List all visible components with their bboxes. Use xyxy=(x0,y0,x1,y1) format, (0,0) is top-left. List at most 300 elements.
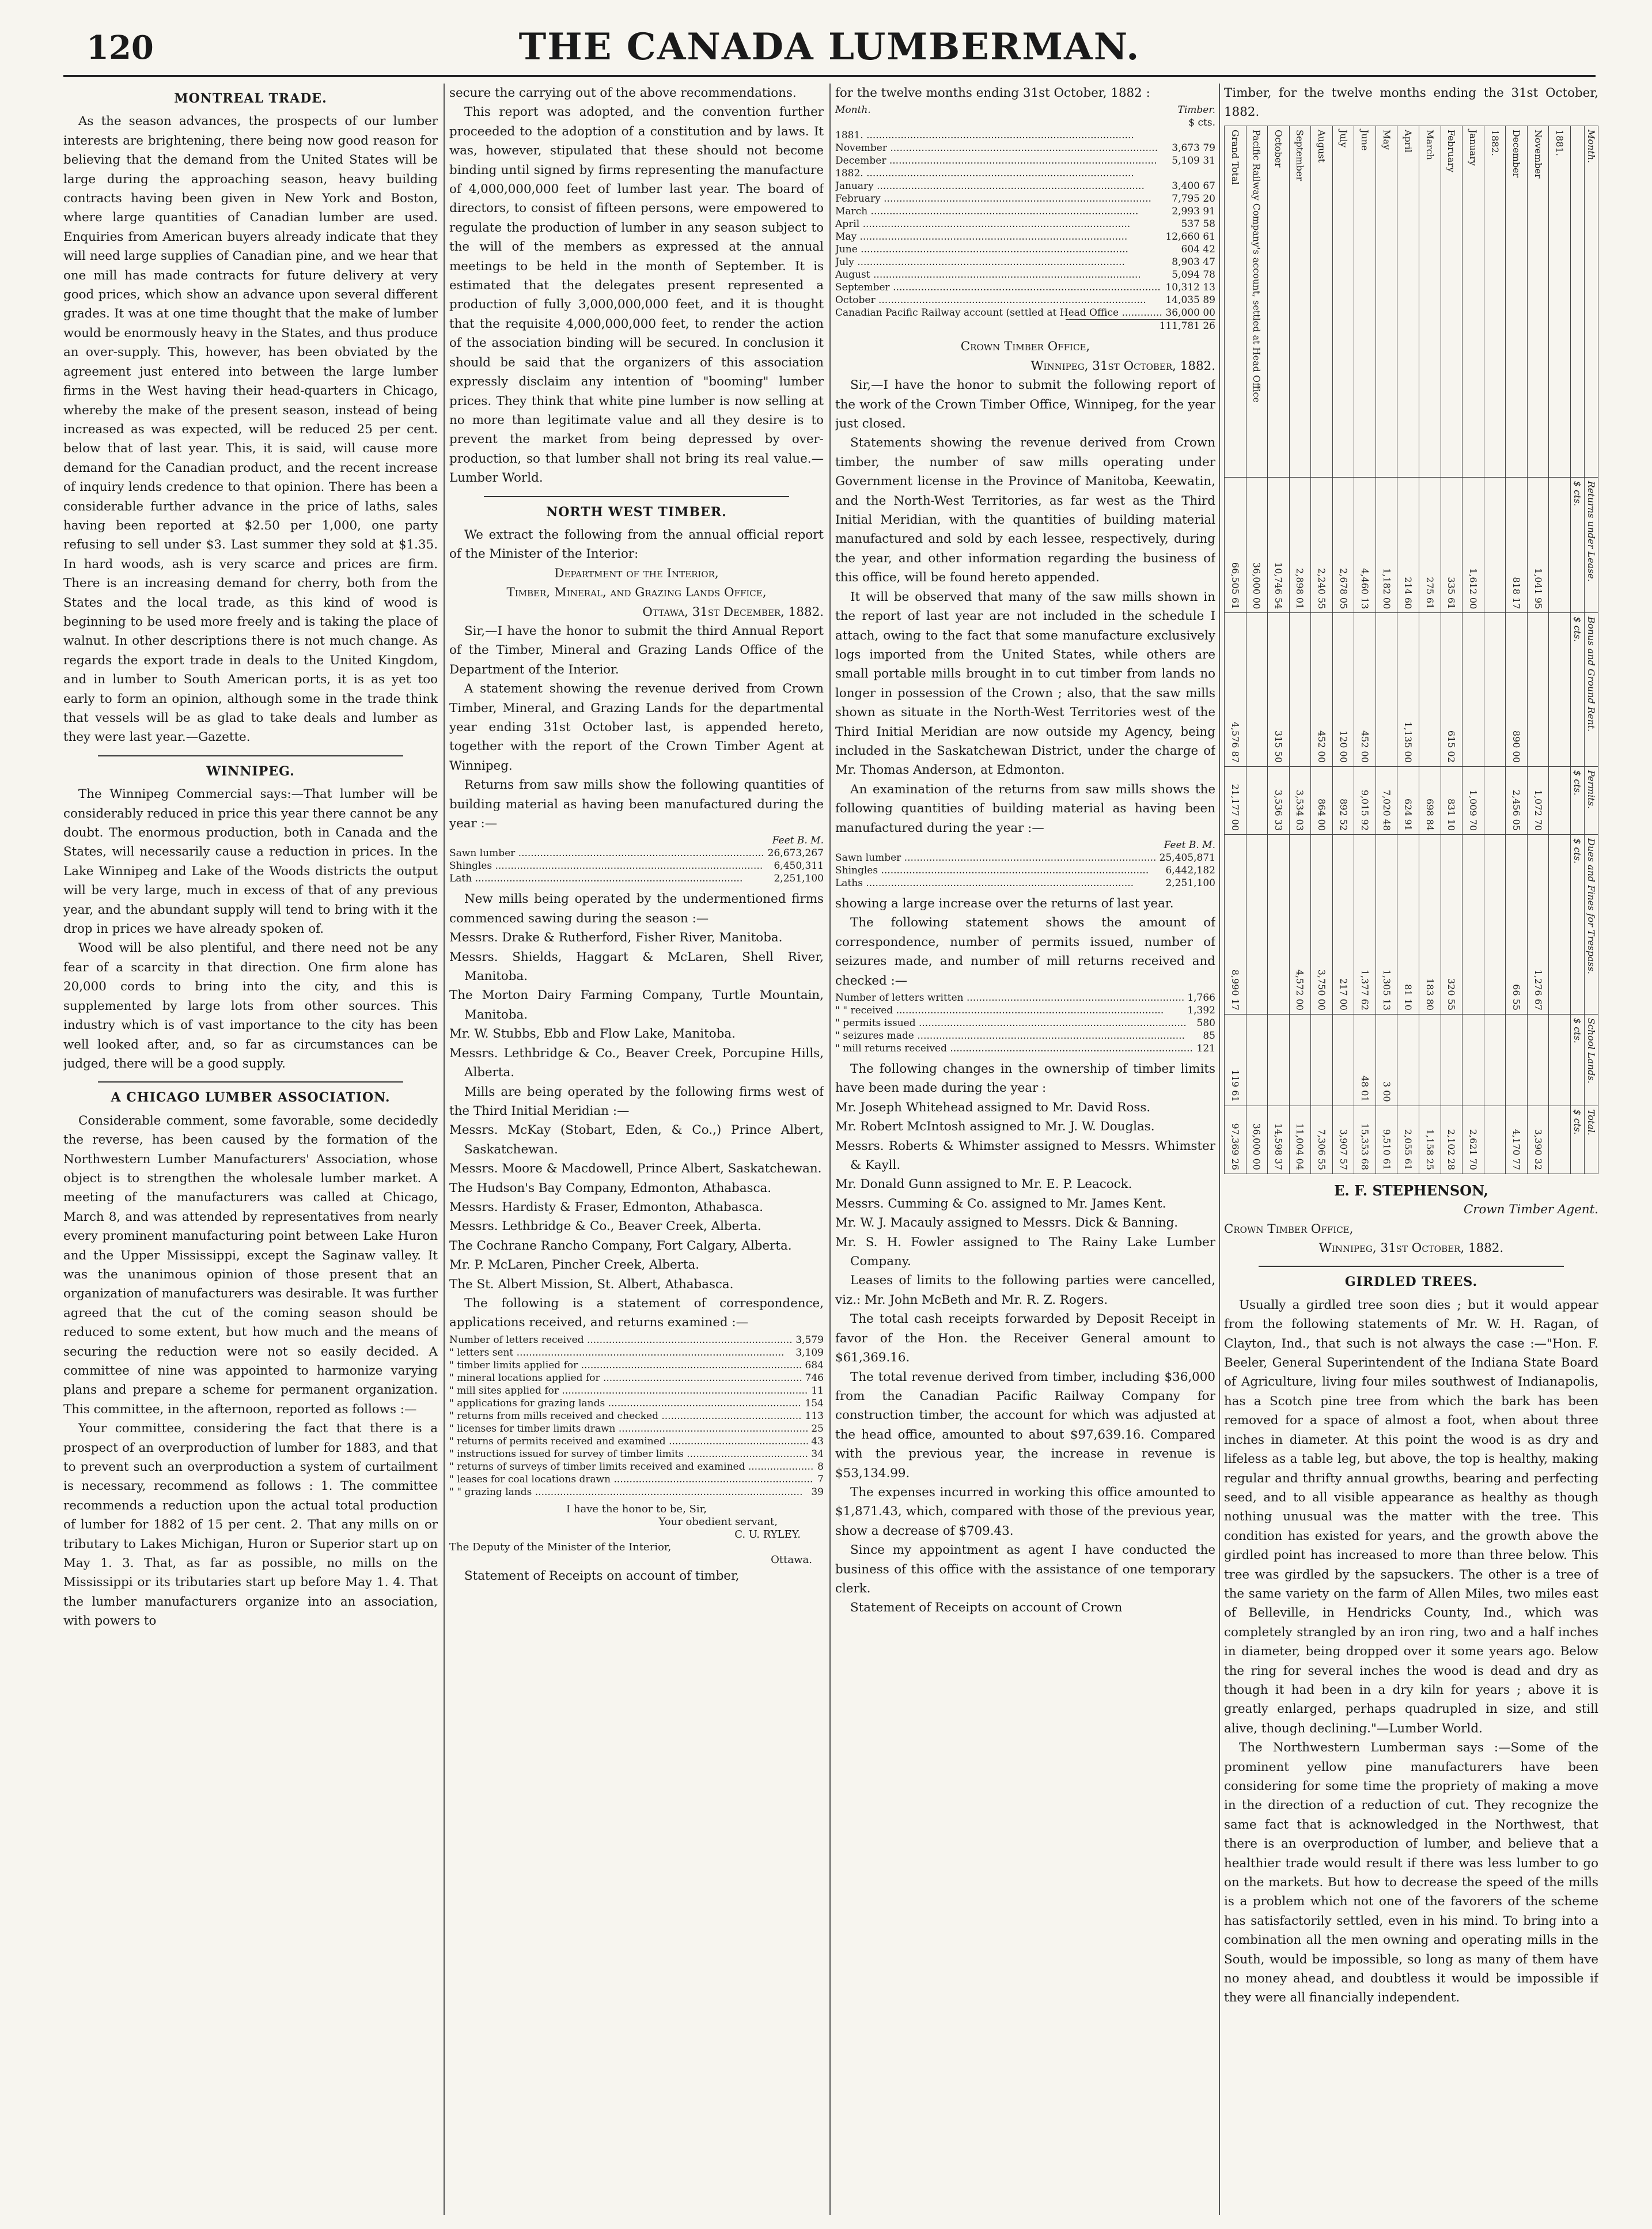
stat-value: 8 xyxy=(817,1460,824,1473)
column-3 xyxy=(835,84,1215,2215)
table-header-cell: Permits. xyxy=(1585,766,1598,834)
paragraph: Sir,—I have the honor to submit the following report of the work of the Crown Timber Office, Winnipeg, for the year just closed. xyxy=(835,378,1215,432)
masthead-title: THE CANADA LUMBERMAN. xyxy=(518,25,1141,69)
stat-value: 2,251,100 xyxy=(774,873,824,885)
stat-value: 25 xyxy=(811,1422,824,1435)
stat-label: " mill sites applied for ..... xyxy=(449,1384,808,1397)
stat-row xyxy=(835,1017,1215,1030)
table-row-label: April xyxy=(1397,126,1419,477)
signatory-title: The Deputy of the Minister of the Interior, xyxy=(449,1541,672,1553)
table-row xyxy=(1441,126,1462,1174)
firm-item: The Hudson's Bay Company, Edmonton, Athabasca. xyxy=(449,1180,772,1195)
table-cell: 818 17 xyxy=(1506,477,1528,612)
stat-label: Shingles ..... xyxy=(835,864,1162,877)
article-heading-winnipeg: WINNIPEG. xyxy=(206,763,295,779)
receipts-table xyxy=(835,104,1215,332)
table-cell xyxy=(1462,1014,1484,1106)
receipt-value: 10,312 13 xyxy=(1165,282,1215,294)
table-cell: 3,907 57 xyxy=(1332,1106,1354,1174)
paragraph: Sir,—I have the honor to submit the third Annual Report of the Timber, Mineral and Grazing Lands Office of the Department of the Interior. xyxy=(449,623,824,677)
section-rule xyxy=(98,755,403,756)
receipt-value: 604 42 xyxy=(1181,244,1215,256)
table-cell xyxy=(1332,1014,1354,1106)
receipt-row xyxy=(835,230,1215,243)
continued-paragraph: for the twelve months ending 31st October, 1882 : xyxy=(835,86,1150,100)
section-rule xyxy=(98,1081,403,1083)
stat-row xyxy=(835,864,1215,877)
table-cell: 335 61 xyxy=(1441,477,1462,612)
page-header xyxy=(63,23,1596,78)
paragraph: New mills being operated by the undermentioned firms commenced sawing during the season :— xyxy=(449,892,824,926)
table-cell: 4,460 13 xyxy=(1354,477,1376,612)
firm-item: The St. Albert Mission, St. Albert, Athabasca. xyxy=(449,1277,734,1292)
table-cell xyxy=(1484,1106,1506,1174)
table-unit-cell xyxy=(1571,126,1585,477)
stat-value: 580 xyxy=(1196,1017,1215,1029)
paragraph: The Northwestern Lumberman says :—Some of the prominent yellow pine manufacturers have been considering for some time the propriety of making a move in the direction of a reduction of cut. They recognize the same fact that is acknowledged in the Northwest, that there is an overproduction of lumber, and believe that a healthier trade would result if there was less lumber to go on the markets. But how to decrease the speed of the mills is a problem which not one of the favorers of the scheme has satisfactorily settled, even in his mind. To bring into a combination all the men owning and operating mills in the South, would be impossible, so long as many of them have no money ahead, and doubtless it would be impossible if they were all financially independent. xyxy=(1224,1740,1598,2005)
table-row xyxy=(1506,126,1528,1174)
office-line: Timber, Mineral, and Grazing Lands Office, xyxy=(506,585,767,600)
table-header-cell: Returns under Lease. xyxy=(1585,477,1598,612)
table-header-cell: School Lands. xyxy=(1585,1014,1598,1106)
paragraph: The following statement shows the amount of correspondence, number of permits issued, number of seizures made, and number of mill returns received and checked :— xyxy=(835,915,1215,988)
winnipeg-paragraph: Wood will be also plentiful, and there need not be any fear of a scarcity in that direction. One firm alone has 20,000 cords to bring into the city, and this is supplemented by large lots from other sources. This industry which is of vast importance to the city has been well looked after, and, so far as circumstances can be judged, there will be a good supply. xyxy=(63,941,438,1071)
paragraph: The expenses incurred in working this office amounted to $1,871.43, which, compared with those of the previous year, show a decrease of $709.43. xyxy=(835,1485,1215,1538)
stat-label: " seizures made ..... xyxy=(835,1030,1199,1042)
stat-label: Number of letters received ..... xyxy=(449,1334,792,1346)
receipt-value: 7,795 20 xyxy=(1172,193,1215,205)
receipt-row xyxy=(835,205,1215,218)
receipt-month: March ..... xyxy=(835,205,1168,218)
stat-label: " letters sent ..... xyxy=(449,1346,792,1359)
signature-title: Crown Timber Agent. xyxy=(1463,1202,1598,1217)
table-cell xyxy=(1419,613,1441,767)
paragraph: Statement of Receipts on account of Crown xyxy=(850,1600,1123,1615)
table-cell: 2,240 55 xyxy=(1311,477,1333,612)
paragraph: Statement of Receipts on account of timber, xyxy=(464,1568,740,1583)
stat-label: " leases for coal locations drawn ..... xyxy=(449,1473,814,1486)
stat-label: Lath ..... xyxy=(449,872,770,885)
table-cell: 615 02 xyxy=(1441,613,1462,767)
table-header-cell: Bonus and Ground Rent. xyxy=(1585,613,1598,767)
receipt-row xyxy=(835,167,1215,180)
table-row-label: 1881. xyxy=(1549,126,1571,477)
receipt-row xyxy=(835,154,1215,167)
paragraph: showing a large increase over the returns of last year. xyxy=(835,896,1174,911)
receipt-row xyxy=(835,142,1215,154)
paragraph: The total revenue derived from timber, including $36,000 from the Canadian Pacific Railway Company for construction timber, the account for which was adjusted at the head office, amounted to about $97,639.16. Compared with the previous year, the increase in revenue is $53,134.99. xyxy=(835,1369,1215,1481)
table-cell: 315 50 xyxy=(1268,613,1290,767)
table-cell: 320 55 xyxy=(1441,834,1462,1014)
firm-item: Messrs. Hardisty & Fraser, Edmonton, Athabasca. xyxy=(449,1199,763,1214)
table-cell xyxy=(1484,1014,1506,1106)
ownership-change: Mr. W. J. Macauly assigned to Messrs. Dick & Banning. xyxy=(835,1216,1179,1231)
table-cell xyxy=(1484,613,1506,767)
table-cell xyxy=(1527,1014,1549,1106)
stat-value: 1,766 xyxy=(1187,992,1215,1004)
stat-label: Laths ..... xyxy=(835,877,1162,890)
receipt-row xyxy=(835,281,1215,294)
table-cell: 452 00 xyxy=(1354,613,1376,767)
table-cell: 1,072 70 xyxy=(1527,766,1549,834)
table-cell: 9,015 92 xyxy=(1354,766,1376,834)
crown-timber-receipts-table xyxy=(1224,126,1598,1174)
table-row-label: November xyxy=(1527,126,1549,477)
table-header-row xyxy=(1585,126,1598,1174)
stat-label: " mill returns received ..... xyxy=(835,1042,1193,1055)
ownership-change: Mr. Donald Gunn assigned to Mr. E. P. Leacock. xyxy=(835,1177,1132,1192)
table-cell: 3 00 xyxy=(1376,1014,1397,1106)
table-cell: 1,009 70 xyxy=(1462,766,1484,834)
stat-value: 85 xyxy=(1203,1030,1215,1042)
stat-label: Sawn lumber ..... xyxy=(449,847,764,860)
table-body xyxy=(1225,126,1571,1174)
table-cell: 2,898 01 xyxy=(1289,477,1311,612)
table-row-label: May xyxy=(1376,126,1397,477)
table-cell xyxy=(1311,1014,1333,1106)
stat-row xyxy=(449,1435,824,1448)
receipt-row xyxy=(835,218,1215,230)
table-cell: 890 00 xyxy=(1506,613,1528,767)
column-divider xyxy=(444,84,445,2215)
receipts-table-rotated-wrapper xyxy=(1224,126,1598,1174)
stat-label: " applications for grazing lands ..... xyxy=(449,1397,802,1410)
table-unit-cell: $ cts. xyxy=(1571,766,1585,834)
stat-value: 3,579 xyxy=(795,1334,824,1346)
receipts-header xyxy=(835,104,1215,116)
table-cell: 4,170 77 xyxy=(1506,1106,1528,1174)
stat-row xyxy=(449,1410,824,1422)
table-cell: 3,534 03 xyxy=(1289,766,1311,834)
winnipeg-paragraph: The Winnipeg Commercial says:—That lumber will be considerably reduced in price this year there cannot be any doubt. The enormous production, both in Canada and the States, will necessarily cause a reduction in prices. In the Lake Winnipeg and Lake of the Woods districts the output will be very large, much in excess of that of any previous year, and the abundant supply will tend to bring with it the drop in prices we have already spoken of. xyxy=(63,787,438,937)
table-cell: 2,678 05 xyxy=(1332,477,1354,612)
table-row xyxy=(1419,126,1441,1174)
table-cell: 9,510 61 xyxy=(1376,1106,1397,1174)
table-cell: 36,000 00 xyxy=(1246,1106,1268,1174)
stat-label: " " received ..... xyxy=(835,1004,1184,1017)
table-cell: 275 61 xyxy=(1419,477,1441,612)
date-line: Winnipeg, 31st October, 1882. xyxy=(1318,1241,1504,1256)
table-cell: 892 52 xyxy=(1332,766,1354,834)
receipt-value xyxy=(1212,167,1215,180)
column-divider xyxy=(829,84,831,2215)
stat-label: " returns of surveys of timber limits received and examined ..... xyxy=(449,1460,814,1473)
paragraph: The following is a statement of correspondence, applications received, and returns examined :— xyxy=(449,1296,824,1330)
correspondence-list xyxy=(835,991,1215,1055)
paragraph: It will be observed that many of the saw mills shown in the report of last year are not included in the schedule I attach, owing to the fact that some manufacture exclusively logs imported from the United States, while others are small portable mills brought in to cut timber from lands no longer in possession of the Crown ; also, that the saw mills shown as situate in the North-West Territories west of the Third Initial Meridian are now outside my Agency, being included in the Saskatchewan District, under the charge of Mr. Thomas Anderson, at Edmonton. xyxy=(835,589,1215,778)
receipt-row xyxy=(835,129,1215,142)
table-row-label: October xyxy=(1268,126,1290,477)
stat-label: " licenses for timber limits drawn ..... xyxy=(449,1422,808,1435)
unit-header: $ cts. xyxy=(1188,117,1215,129)
table-row-label: Grand Total xyxy=(1225,126,1246,477)
article-heading-north-west-timber: NORTH WEST TIMBER. xyxy=(546,504,727,520)
section-rule xyxy=(484,496,789,497)
stat-label: Number of letters written ..... xyxy=(835,991,1184,1004)
table-row xyxy=(1527,126,1549,1174)
table-cell xyxy=(1289,1014,1311,1106)
stat-label: Sawn lumber ..... xyxy=(835,852,1156,864)
table-cell: 1,158 25 xyxy=(1419,1106,1441,1174)
firm-item: Messrs. Drake & Rutherford, Fisher River, Manitoba. xyxy=(449,930,783,945)
stat-row xyxy=(835,1004,1215,1017)
table-row xyxy=(1268,126,1290,1174)
signatory-name: C. U. RYLEY. xyxy=(734,1528,801,1541)
receipt-value: 5,109 31 xyxy=(1172,155,1215,167)
table-row xyxy=(1462,126,1484,1174)
receipt-month: June ..... xyxy=(835,243,1178,256)
paragraph: Mills are being operated by the following firms west of the Third Initial Meridian :— xyxy=(449,1084,824,1118)
table-cell xyxy=(1246,613,1268,767)
table-cell: 14,598 37 xyxy=(1268,1106,1290,1174)
stat-row xyxy=(449,1359,824,1372)
table-unit-cell: $ cts. xyxy=(1571,477,1585,612)
stat-value: 3,109 xyxy=(795,1346,824,1358)
table-cell: 11,004 04 xyxy=(1289,1106,1311,1174)
table-cell xyxy=(1268,834,1290,1014)
table-unit-cell: $ cts. xyxy=(1571,613,1585,767)
table-cell: 831 10 xyxy=(1441,766,1462,834)
receipt-value: 12,660 61 xyxy=(1165,231,1215,243)
receipt-value: 36,000 00 xyxy=(1165,307,1215,319)
table-cell xyxy=(1549,766,1571,834)
paragraph: This report was adopted, and the convention further proceeded to the adoption of a constitution and by laws. It was, however, stipulated that these should not become binding until signed by firms representing the manufacture of 4,000,000,000 feet of lumber last year. The board of directors, to consist of fifteen persons, were empowered to regulate the production of lumber in any season subject to the will of the members as expressed at the annual meetings to be held in the month of September. It is estimated that the delegates present represented a production of fully 3,000,000,000 feet, and it is thought that the requisite 4,000,000,000 feet, to render the action of the association binding will be secured. In conclusion it should be said that the organizers of this association expressly disclaim any intention of "booming" lumber prices. They think that white pine lumber is now selling at no more than legitimate value and all they desire is to prevent the market from being depressed by over-production, so that lumber shall not bring its real value.—Lumber World. xyxy=(449,105,824,486)
stat-label: " instructions issued for survey of timber limits ..... xyxy=(449,1448,808,1460)
stat-row xyxy=(449,1460,824,1473)
table-cell: 698 84 xyxy=(1419,766,1441,834)
ownership-change: Messrs. Cumming & Co. assigned to Mr. James Kent. xyxy=(835,1196,1166,1211)
paragraph: Leases of limits to the following parties were cancelled, viz.: Mr. John McBeth and Mr. R. Z. Rogers. xyxy=(835,1273,1215,1307)
ownership-change: Mr. Joseph Whitehead assigned to Mr. David Ross. xyxy=(835,1100,1151,1115)
ownership-change: Mr. S. H. Fowler assigned to The Rainy Lake Lumber Company. xyxy=(835,1235,1215,1269)
signatory-place: Ottawa. xyxy=(771,1553,812,1566)
table-header-cell: Dues and Fines for Trespass. xyxy=(1585,834,1598,1014)
stat-label: " " grazing lands ..... xyxy=(449,1486,808,1498)
feet-header: Feet B. M. xyxy=(1164,839,1215,851)
table-unit-row xyxy=(1571,126,1585,1174)
stat-row xyxy=(835,1030,1215,1042)
receipt-month: July ..... xyxy=(835,256,1168,268)
ownership-change: Mr. Robert McIntosh assigned to Mr. J. W. Douglas. xyxy=(835,1119,1155,1134)
table-cell xyxy=(1549,477,1571,612)
stat-label: " permits issued ..... xyxy=(835,1017,1193,1030)
table-cell: 2,621 70 xyxy=(1462,1106,1484,1174)
office-line: Crown Timber Office, xyxy=(960,339,1090,354)
table-cell xyxy=(1484,834,1506,1014)
receipt-row xyxy=(835,192,1215,205)
stat-value: 121 xyxy=(1196,1043,1215,1054)
receipt-row xyxy=(835,268,1215,281)
receipt-month: December ..... xyxy=(835,154,1168,167)
department-line: Department of the Interior, xyxy=(554,566,719,581)
table-cell: 1,377 62 xyxy=(1354,834,1376,1014)
table-row xyxy=(1225,126,1246,1174)
stat-value: 6,450,311 xyxy=(774,860,824,872)
table-cell: 120 00 xyxy=(1332,613,1354,767)
table-cell: 81 10 xyxy=(1397,834,1419,1014)
month-header: Month. xyxy=(835,104,871,116)
paragraph: Returns from saw mills show the following quantities of building material as having been manufactured during the year :— xyxy=(449,778,824,831)
table-row-label: Pacific Railway Company's account, settled at Head Office xyxy=(1246,126,1268,477)
table-header-cell: Total. xyxy=(1585,1106,1598,1174)
stat-row xyxy=(449,1486,824,1498)
correspondence-list xyxy=(449,1334,824,1498)
table-row-label: January xyxy=(1462,126,1484,477)
paragraph: We extract the following from the annual official report of the Minister of the Interior: xyxy=(449,527,824,562)
stat-row xyxy=(449,1334,824,1346)
continued-paragraph: secure the carrying out of the above recommendations. xyxy=(449,86,797,100)
table-cell: 3,536 33 xyxy=(1268,766,1290,834)
table-row xyxy=(1549,126,1571,1174)
receipt-month: 1882. ..... xyxy=(835,167,1212,180)
table-cell: 66 55 xyxy=(1506,834,1528,1014)
table-cell xyxy=(1419,1014,1441,1106)
closing-line: Your obedient servant, xyxy=(658,1515,778,1528)
table-cell: 4,572 00 xyxy=(1289,834,1311,1014)
table-cell: 7,020 48 xyxy=(1376,766,1397,834)
receipt-value: 8,903 47 xyxy=(1172,256,1215,268)
table-row-label: March xyxy=(1419,126,1441,477)
stat-value: 1,392 xyxy=(1187,1005,1215,1016)
table-cell: 1,135 00 xyxy=(1397,613,1419,767)
stat-row xyxy=(835,1042,1215,1055)
table-cell xyxy=(1549,613,1571,767)
table-cell xyxy=(1376,613,1397,767)
receipt-row xyxy=(835,180,1215,192)
stat-row xyxy=(449,1473,824,1486)
stat-row xyxy=(449,872,824,885)
receipt-month: January ..... xyxy=(835,180,1168,192)
table-row-label: September xyxy=(1289,126,1311,477)
table-cell xyxy=(1549,1014,1571,1106)
table-cell xyxy=(1441,1014,1462,1106)
table-cell xyxy=(1527,613,1549,767)
closing-line: I have the honor to be, Sir, xyxy=(566,1503,707,1515)
table-cell: 214 60 xyxy=(1397,477,1419,612)
table-unit-cell: $ cts. xyxy=(1571,1014,1585,1106)
stat-value: 154 xyxy=(805,1397,824,1409)
column-4 xyxy=(1224,84,1598,2215)
table-row xyxy=(1311,126,1333,1174)
table-cell xyxy=(1549,834,1571,1014)
article-heading-montreal: MONTREAL TRADE. xyxy=(174,91,327,106)
stat-label: " mineral locations applied for ..... xyxy=(449,1372,802,1384)
page-number: 120 xyxy=(86,29,154,67)
firm-item: Mr. P. McLaren, Pincher Creek, Alberta. xyxy=(449,1258,700,1273)
table-row-label: July xyxy=(1332,126,1354,477)
feet-header: Feet B. M. xyxy=(772,835,824,847)
ownership-change: Messrs. Roberts & Whimster assigned to Messrs. Whimster & Kayll. xyxy=(835,1138,1215,1173)
table-cell xyxy=(1268,1014,1290,1106)
receipt-value: 3,400 67 xyxy=(1172,180,1215,192)
table-cell: 2,055 61 xyxy=(1397,1106,1419,1174)
stat-row xyxy=(449,1346,824,1359)
table-cell: 2,456 05 xyxy=(1506,766,1528,834)
table-cell: 1,182 00 xyxy=(1376,477,1397,612)
paragraph: Since my appointment as agent I have conducted the business of this office with the assistance of one temporary clerk. xyxy=(835,1543,1215,1596)
table-row xyxy=(1332,126,1354,1174)
stat-row xyxy=(449,1384,824,1397)
receipt-month: August ..... xyxy=(835,268,1168,281)
table-cell xyxy=(1549,1106,1571,1174)
paragraph: The following changes in the ownership of timber limits have been made during the year : xyxy=(835,1062,1215,1096)
firm-item: Messrs. Shields, Haggart & McLaren, Shell River, Manitoba. xyxy=(449,949,824,984)
table-header-cell: Month. xyxy=(1585,126,1598,477)
date-line: Winnipeg, 31st October, 1882. xyxy=(1030,358,1215,373)
stat-row xyxy=(449,1448,824,1460)
table-cell: 1,041 95 xyxy=(1527,477,1549,612)
receipt-value xyxy=(1212,129,1215,142)
receipt-value: 14,035 89 xyxy=(1165,294,1215,306)
table-cell: 864 00 xyxy=(1311,766,1333,834)
receipt-month: February ..... xyxy=(835,192,1168,205)
receipt-value: 537 58 xyxy=(1181,218,1215,230)
stat-row xyxy=(449,1372,824,1384)
timber-header: Timber. xyxy=(1177,104,1215,116)
stat-row xyxy=(449,1422,824,1435)
receipt-month: November ..... xyxy=(835,142,1168,154)
receipts-total: 111,781 26 xyxy=(1066,319,1215,332)
stat-value: 43 xyxy=(811,1435,824,1447)
stat-label: " timber limits applied for ..... xyxy=(449,1359,802,1372)
table-row-label: August xyxy=(1311,126,1333,477)
table-row xyxy=(1246,126,1268,1174)
table-cell: 1,612 00 xyxy=(1462,477,1484,612)
receipt-row xyxy=(835,243,1215,256)
receipt-month: Canadian Pacific Railway account (settled at Head Office ..... xyxy=(835,306,1162,319)
receipt-value: 5,094 78 xyxy=(1172,269,1215,281)
table-row xyxy=(1397,126,1419,1174)
firm-item: The Morton Dairy Farming Company, Turtle Mountain, Manitoba. xyxy=(449,988,824,1022)
table-cell: 1,305 13 xyxy=(1376,834,1397,1014)
paragraph: Usually a girdled tree soon dies ; but it would appear from the following statements of Mr. W. H. Ragan, of Clayton, Ind., that such is not always the case :—"Hon. F. Beeler, General Superintendent of the Indiana State Board of Agriculture, living four miles southwest of Indianapolis, has a Scotch pine tree from which the bark has been removed for a space of almost a foot, when about three inches in diameter. At this point the wood is as dry and lifeless as a table leg, but above, the top is healthy, making regular and thrifty annual growths, bearing and perfecting seed, and to all visible appearance as healthy as though nothing unusual was the matter with the tree. This condition has existed for years, and the growth above the girdled point has increased to more than three below. This tree was girdled by the sapsuckers. The other is a tree of the same variety on the farm of Allen Miles, two miles east of Belleville, in Hendricks County, Ind., which was completely strangled by an iron ring, two and a half inches in diameter, being dropped over it some years ago. Below the ring for several inches the wood is dead and dry as though it had been in a dry kiln for years ; above it is greatly enlarged, perhaps quadrupled in size, and still alive, though declining."—Lumber World. xyxy=(1224,1297,1598,1736)
table-cell: 7,306 55 xyxy=(1311,1106,1333,1174)
material-list xyxy=(449,834,824,885)
stat-row xyxy=(449,847,824,860)
stat-row xyxy=(449,1397,824,1410)
receipt-row xyxy=(835,256,1215,268)
firm-item: The Cochrane Rancho Company, Fort Calgary, Alberta. xyxy=(449,1238,792,1253)
table-cell: 3,390 32 xyxy=(1527,1106,1549,1174)
table-cell: 452 00 xyxy=(1311,613,1333,767)
table-cell: 36,000 00 xyxy=(1246,477,1268,612)
paragraph: A statement showing the revenue derived from Crown Timber, Mineral, and Grazing Lands for the departmental year ending 31st October last, is appended hereto, together with the report of the Crown Timber Agent at Winnipeg. xyxy=(449,682,824,773)
table-cell: 183 80 xyxy=(1419,834,1441,1014)
firm-item: Messrs. Moore & Macdowell, Prince Albert, Saskatchewan. xyxy=(449,1161,822,1176)
firm-item: Messrs. Lethbridge & Co., Beaver Creek, Porcupine Hills, Alberta. xyxy=(449,1046,824,1080)
receipt-value: 2,993 91 xyxy=(1172,206,1215,218)
paragraph: Statements showing the revenue derived from Crown timber, the number of saw mills operating under Government license in the Province of Manitoba, Keewatin, and the North-West Territories, as far west as the Third Initial Meridian, with the quantities of building material manufactured and sold by each lessee, respectively, during the year, and other information regarding the business of this office, will be found hereto appended. xyxy=(835,436,1215,585)
table-unit-cell: $ cts. xyxy=(1571,834,1585,1014)
table-unit-cell: $ cts. xyxy=(1571,1106,1585,1174)
table-cell xyxy=(1484,766,1506,834)
paragraph: An examination of the returns from saw mills shows the following quantities of building material as having been manufactured during the year :— xyxy=(835,782,1215,835)
date-line: Ottawa, 31st December, 1882. xyxy=(642,604,824,619)
stat-value: 6,442,182 xyxy=(1165,864,1215,876)
table-cell: 3,750 00 xyxy=(1311,834,1333,1014)
article-heading-girdled-trees: GIRDLED TREES. xyxy=(1344,1274,1478,1290)
table-cell: 624 91 xyxy=(1397,766,1419,834)
stat-label: Shingles ..... xyxy=(449,860,770,872)
table-cell xyxy=(1462,834,1484,1014)
table-cell: 15,353 68 xyxy=(1354,1106,1376,1174)
continued-paragraph: Timber, for the twelve months ending the 31st October, 1882. xyxy=(1224,86,1598,120)
chicago-paragraph: Your committee, considering the fact that there is a prospect of an overproduction of lumber for 1883, and that to prevent such an overproduction a system of curtailment is necessary, recommend as follows : 1. The committee recommends a reduction upon the actual total production of lumber for 1882 of 15 per cent. 2. That any mills on or tributary to Lakes Michigan, Huron or Superior start up on May 1. 3. That, as far as possible, no mills on the Mississippi or its tributaries start up before May 1. 4. That the lumber manufacturers organize into an association, with powers to xyxy=(63,1421,438,1629)
office-line: Crown Timber Office, xyxy=(1224,1221,1354,1236)
material-list xyxy=(835,839,1215,890)
firm-item: Mr. W. Stubbs, Ebb and Flow Lake, Manitoba. xyxy=(449,1027,736,1042)
stat-row xyxy=(449,860,824,872)
